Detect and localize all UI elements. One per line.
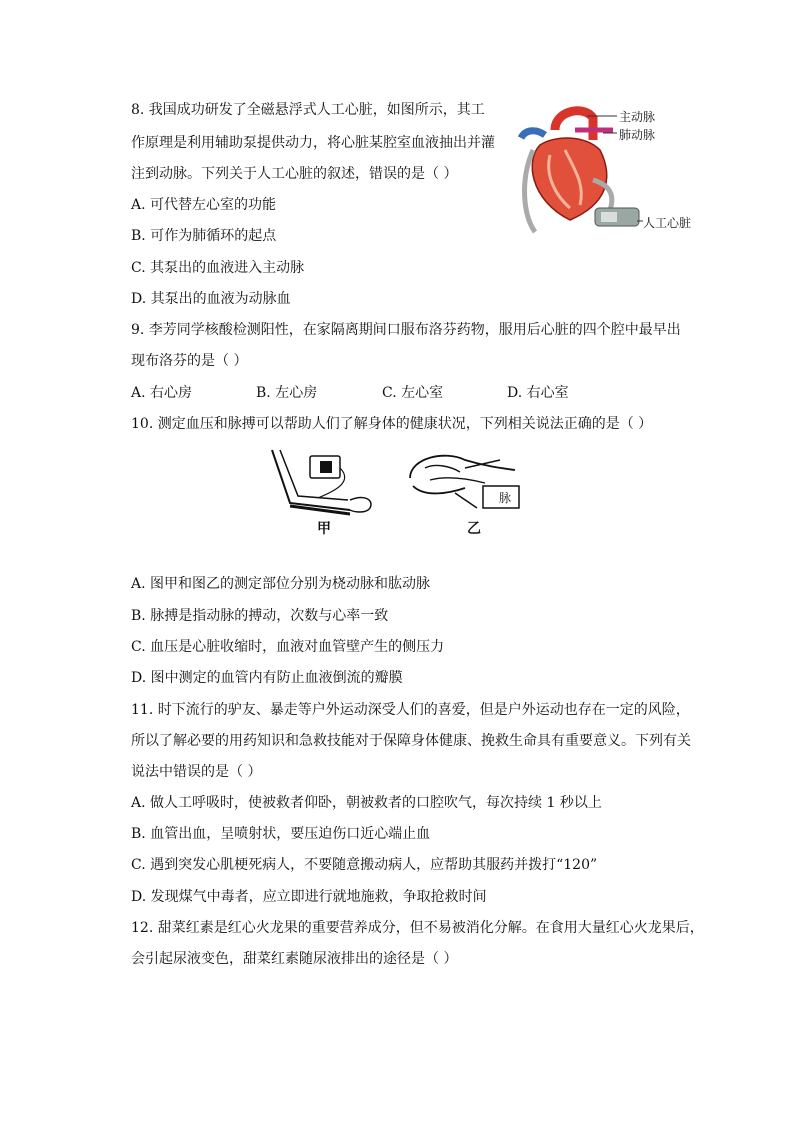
label-mai: 脉 [499, 491, 512, 505]
q9-option-b: B. 左心房 [256, 385, 318, 401]
label-aorta: 主动脉 [619, 110, 656, 124]
q8-option-d: D. 其泵出的血液为动脉血 [131, 291, 291, 307]
arm-cuff-illustration [270, 448, 380, 518]
q11-line-3: 说法中错误的是（ ） [131, 764, 262, 780]
q12-line-1: 12. 甜菜红素是红心火龙果的重要营养成分，但不易被消化分解。在食用大量红心火龙果后， [131, 920, 704, 936]
q8-option-a: A. 可代替左心室的功能 [131, 197, 277, 213]
q10-option-a: A. 图甲和图乙的测定部位分别为桡动脉和肱动脉 [131, 576, 431, 592]
q9-option-a: A. 右心房 [131, 385, 193, 401]
label-pulmonary-artery: 肺动脉 [619, 128, 656, 142]
q8-option-b: B. 可作为肺循环的起点 [131, 228, 277, 244]
q11-line-2: 所以了解必要的用药知识和急救技能对于保障身体健康、挽救生命具有重要意义。下列有关 [131, 733, 691, 749]
label-yi: 乙 [467, 521, 481, 537]
q11-option-d: D. 发现煤气中毒者，应立即进行就地施救，争取抢救时间 [131, 889, 487, 905]
q9-option-c: C. 左心室 [382, 385, 444, 401]
q8-line-2: 作原理是利用辅助泵提供动力，将心脏某腔室血液抽出并灌 [131, 135, 495, 151]
q10-option-d: D. 图中测定的血管内有防止血液倒流的瓣膜 [131, 670, 403, 686]
wrist-pulse-illustration [405, 448, 525, 518]
pulse-figure [405, 448, 525, 540]
q11-option-c: C. 遇到突发心肌梗死病人，不要随意搬动病人，应帮助其服药并拨打“120” [131, 857, 598, 873]
q11-option-a: A. 做人工呼吸时，使被救者仰卧，朝被救者的口腔吹气，每次持续 1 秒以上 [131, 795, 602, 811]
q8-option-c: C. 其泵出的血液进入主动脉 [131, 260, 305, 276]
q12-line-2: 会引起尿液变色，甜菜红素随尿液排出的途径是（ ） [131, 951, 458, 967]
label-jia: 甲 [317, 521, 331, 537]
label-artificial-heart: 人工心脏 [643, 216, 692, 230]
q10-option-c: C. 血压是心脏收缩时，血液对血管壁产生的侧压力 [131, 639, 445, 655]
q9-line-2: 现布洛芬的是（ ） [131, 353, 248, 369]
q8-line-3: 注到动脉。下列关于人工心脏的叙述，错误的是（ ） [131, 166, 458, 182]
q10-option-b: B. 脉搏是指动脉的搏动，次数与心率一致 [131, 608, 389, 624]
q11-option-b: B. 血管出血，呈喷射状，要压迫伤口近心端止血 [131, 826, 431, 842]
blood-pressure-figure [270, 448, 380, 540]
artificial-heart-figure [515, 100, 695, 242]
q9-line-1: 9. 李芳同学核酸检测阳性，在家隔离期间口服布洛芬药物，服用后心脏的四个腔中最早出 [131, 322, 681, 338]
q9-option-d: D. 右心室 [507, 385, 569, 401]
q11-line-1: 11. 时下流行的驴友、暴走等户外运动深受人们的喜爱，但是户外运动也存在一定的风险， [131, 702, 690, 718]
q10-line-1: 10. 测定血压和脉搏可以帮助人们了解身体的健康状况，下列相关说法正确的是（ ） [131, 416, 653, 432]
q8-line-1: 8. 我国成功研发了全磁悬浮式人工心脏，如图所示，其工 [131, 102, 485, 118]
